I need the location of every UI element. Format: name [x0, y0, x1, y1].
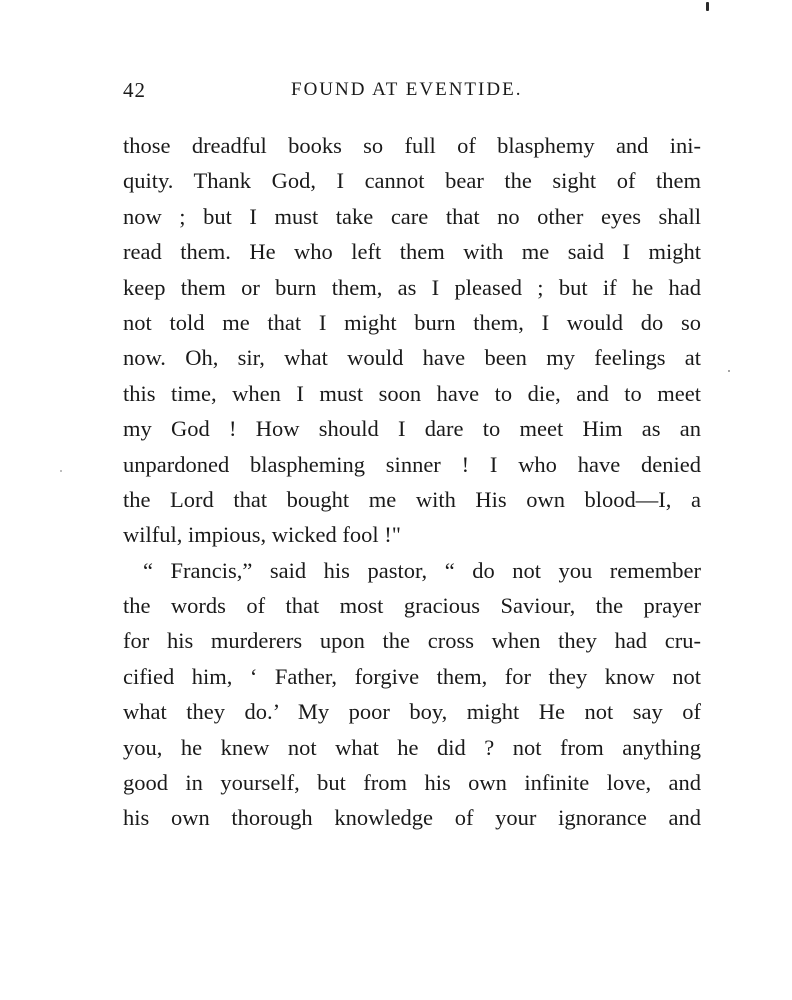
text-line: the words of that most gracious Saviour, the prayer [123, 593, 701, 619]
text-line: the Lord that bought me with His own blood—I, a [123, 486, 701, 512]
running-title: FOUND AT EVENTIDE. [291, 79, 523, 100]
page-number: 42 [123, 78, 146, 102]
text-line: my God ! How should I dare to meet Him as an [123, 416, 701, 442]
text-line: wilful, impious, wicked fool !" [123, 522, 401, 548]
text-line: his own thorough knowledge of your ignorance and [123, 805, 701, 831]
text-line: read them. He who left them with me said I might [123, 239, 701, 265]
scan-speck [706, 2, 709, 11]
text-line: now ; but I must take care that no other eyes shall [123, 203, 701, 229]
text-line: those dreadful books so full of blasphemy and ini- [123, 133, 701, 158]
text-line: for his murderers upon the cross when they had cru- [123, 628, 701, 654]
text-line: good in yourself, but from his own infinite love, and [123, 770, 701, 796]
text-line: cified him, ‘ Father, forgive them, for they know not [123, 663, 701, 689]
body-text [123, 128, 701, 836]
text-line: what they do.’ My poor boy, might He not say of [123, 699, 701, 725]
text-line: unpardoned blaspheming sinner ! I who have denied [123, 451, 701, 477]
text-line: you, he knew not what he did ? not from anything [123, 734, 701, 760]
text-line: now. Oh, sir, what would have been my feelings at [123, 345, 701, 371]
scan-speck [60, 470, 62, 472]
text-line: quity. Thank God, I cannot bear the sight of them [123, 168, 701, 194]
scan-speck [728, 370, 730, 372]
text-line: this time, when I must soon have to die, and to meet [123, 380, 701, 406]
text-line: not told me that I might burn them, I would do so [123, 309, 701, 335]
text-line: “ Francis,” said his pastor, “ do not you remember [143, 557, 701, 583]
running-head [123, 78, 701, 108]
text-line: keep them or burn them, as I pleased ; but if he had [123, 274, 701, 300]
